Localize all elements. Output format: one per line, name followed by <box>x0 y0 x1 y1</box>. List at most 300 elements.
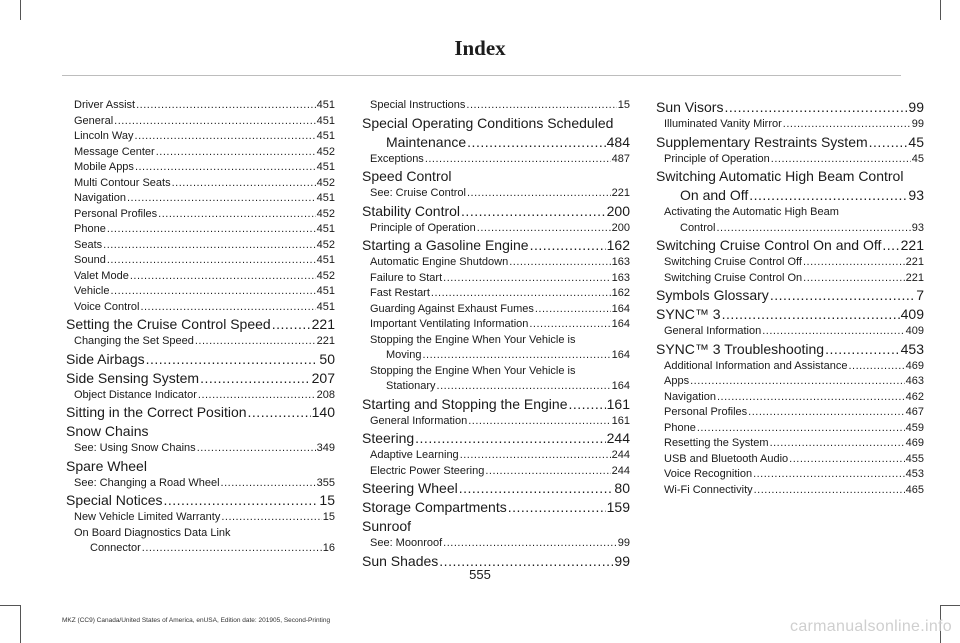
index-subentry <box>66 284 335 300</box>
entry-text: Automatic Engine Shutdown <box>370 256 509 268</box>
index-entry <box>362 479 630 498</box>
dot-leader <box>467 133 605 152</box>
dot-leader <box>869 133 908 152</box>
index-subentry <box>362 221 630 237</box>
entry-text: Symbols Glossary <box>656 287 769 303</box>
entry-text: See: Cruise Control <box>370 187 466 199</box>
entry-text: Sitting in the Correct Position <box>66 404 247 420</box>
dot-leader <box>443 536 617 552</box>
index-heading: Switching Automatic High Beam Control <box>656 168 904 184</box>
entry-text: Additional Information and Assistance <box>664 359 848 372</box>
entry-text: SYNC™ 3 Troubleshooting <box>656 340 825 357</box>
dot-leader <box>535 302 611 318</box>
dot-leader <box>172 176 316 192</box>
dot-leader <box>146 350 319 369</box>
entry-text: Exceptions <box>370 152 424 165</box>
dot-leader <box>107 222 316 238</box>
index-subentry <box>362 302 630 318</box>
index-subentry <box>362 464 630 480</box>
index-subentry <box>66 145 335 161</box>
entry-text: Wi-Fi Connectivity <box>664 483 753 496</box>
entry-page: 455 <box>905 452 924 465</box>
entry-text: Side Airbags <box>66 350 145 367</box>
index-entry <box>362 429 630 448</box>
crop-mark-bottom-left-v <box>20 605 21 643</box>
entry-text: USB and Bluetooth Audio <box>664 452 789 465</box>
entry-text: Connector <box>90 542 141 554</box>
page-title: Index <box>454 36 506 60</box>
dot-leader <box>717 390 905 406</box>
index-entry <box>656 98 924 117</box>
entry-page: 451 <box>316 130 335 142</box>
entry-text: Lincoln Way <box>74 130 134 142</box>
dot-leader <box>164 491 319 510</box>
entry-page: 452 <box>316 238 335 251</box>
entry-page: 463 <box>905 375 924 387</box>
entry-page: 469 <box>905 359 924 372</box>
dot-leader <box>697 421 905 437</box>
dot-leader <box>754 483 905 499</box>
index-entry <box>656 305 924 324</box>
entry-text: Multi Contour Seats <box>74 176 171 189</box>
dot-leader <box>530 236 606 255</box>
index-column-1 <box>66 98 335 557</box>
dot-leader <box>200 369 311 388</box>
entry-page: 15 <box>322 511 335 523</box>
entry-text: Starting a Gasoline Engine <box>362 237 529 253</box>
index-subentry <box>66 98 335 114</box>
index-subentry <box>656 152 924 168</box>
index-subentry <box>362 286 630 302</box>
crop-mark-top-left <box>20 0 21 20</box>
entry-text: Control <box>680 221 716 234</box>
entry-page: 221 <box>900 237 924 253</box>
entry-page: 162 <box>611 287 630 299</box>
dot-leader <box>130 269 316 285</box>
dot-leader <box>158 207 315 223</box>
entry-text: Personal Profiles <box>664 406 748 418</box>
entry-page: 164 <box>611 318 630 330</box>
index-entry <box>66 369 335 388</box>
index-subentry <box>66 253 335 269</box>
index-entry <box>656 133 924 152</box>
dot-leader <box>459 479 614 498</box>
index-entry <box>362 236 630 255</box>
index-entry <box>66 315 335 334</box>
entry-page: 164 <box>611 380 630 392</box>
entry-text: Fast Restart <box>370 287 430 299</box>
dot-leader <box>198 388 316 404</box>
dot-leader <box>770 286 915 305</box>
entry-text: Driver Assist <box>74 99 136 111</box>
entry-page: 15 <box>319 492 335 508</box>
dot-leader <box>272 315 311 334</box>
index-subentry <box>656 221 924 237</box>
index-subentry <box>362 536 630 552</box>
index-entry <box>362 498 630 517</box>
entry-page: 45 <box>908 133 924 150</box>
entry-page: 50 <box>319 350 335 367</box>
entry-text: Adaptive Learning <box>370 449 459 461</box>
index-entry <box>656 236 924 255</box>
entry-text: Illuminated Vanity Mirror <box>664 118 782 130</box>
entry-page: 221 <box>905 271 924 284</box>
index-entry <box>66 491 335 510</box>
dot-leader <box>468 414 610 430</box>
dot-leader <box>140 300 315 316</box>
entry-page: 459 <box>905 421 924 434</box>
dot-leader <box>135 160 316 176</box>
dot-leader <box>569 395 606 414</box>
entry-text: Seats <box>74 238 103 251</box>
entry-text: Sun Visors <box>656 99 724 115</box>
entry-page: 409 <box>905 325 924 337</box>
index-subentry <box>66 114 335 130</box>
entry-text: Side Sensing System <box>66 369 200 386</box>
entry-page: 467 <box>905 406 924 418</box>
dot-leader <box>197 441 316 457</box>
dot-leader <box>825 340 900 359</box>
entry-page: 355 <box>316 476 335 489</box>
entry-page: 208 <box>316 388 335 401</box>
dot-leader <box>770 436 905 452</box>
dot-leader <box>771 152 911 168</box>
index-subentry <box>362 98 630 114</box>
entry-page: 15 <box>617 99 630 111</box>
dot-leader <box>107 253 316 269</box>
dot-leader <box>509 255 610 271</box>
entry-page: 452 <box>316 269 335 282</box>
entry-page: 349 <box>316 442 335 454</box>
entry-text: See: Using Snow Chains <box>74 442 196 454</box>
index-subentry <box>66 541 335 557</box>
dot-leader <box>142 541 322 557</box>
entry-page: 99 <box>614 552 630 569</box>
entry-text: Starting and Stopping the Engine <box>362 395 568 412</box>
entry-page: 45 <box>911 152 924 165</box>
entry-text: SYNC™ 3 <box>656 306 721 322</box>
entry-page: 451 <box>316 99 335 111</box>
index-entry <box>656 340 924 359</box>
index-entry <box>362 202 630 221</box>
entry-page: 453 <box>905 468 924 480</box>
entry-text: Phone <box>664 421 696 434</box>
entry-page: 451 <box>316 192 335 204</box>
index-subentry <box>362 348 630 364</box>
entry-text: Navigation <box>74 192 126 204</box>
entry-text: Switching Cruise Control Off <box>664 256 802 268</box>
index-subentry <box>656 255 924 271</box>
entry-page: 487 <box>611 152 630 165</box>
entry-page: 164 <box>611 302 630 315</box>
entry-text: Apps <box>664 375 690 387</box>
entry-text: Setting the Cruise Control Speed <box>66 316 271 332</box>
entry-text: Steering Wheel <box>362 480 458 496</box>
crop-mark-top-right <box>940 0 941 20</box>
entry-page: 99 <box>617 537 630 549</box>
dot-leader <box>425 152 611 168</box>
dot-leader <box>415 429 605 448</box>
dot-leader <box>135 129 316 145</box>
edition-footer: MKZ (CC9) Canada/United States of America, enUSA, Edition date: 201905, Second-Printing <box>62 617 331 624</box>
dot-leader <box>803 271 904 287</box>
entry-text: Switching Cruise Control On and Off <box>656 237 882 253</box>
entry-page: 409 <box>900 306 924 322</box>
index-heading: Special Operating Conditions Scheduled <box>362 114 614 131</box>
entry-text: Failure to Start <box>370 271 443 284</box>
entry-text: Changing the Set Speed <box>74 335 194 347</box>
index-column-3 <box>656 98 924 498</box>
entry-page: 451 <box>316 254 335 266</box>
entry-page: 7 <box>916 287 924 303</box>
dot-leader <box>114 114 316 130</box>
entry-page: 462 <box>905 390 924 403</box>
dot-leader <box>127 191 316 207</box>
crop-mark-bottom-left <box>0 605 20 606</box>
dot-leader <box>221 510 321 526</box>
entry-page: 159 <box>606 499 630 515</box>
index-subentry <box>656 421 924 437</box>
entry-text: Phone <box>74 223 106 235</box>
dot-leader <box>762 324 904 340</box>
entry-page: 469 <box>905 437 924 449</box>
entry-text: Important Ventilating Information <box>370 318 529 330</box>
entry-page: 465 <box>905 483 924 496</box>
entry-text: Steering <box>362 430 415 446</box>
dot-leader <box>722 305 900 324</box>
dot-leader <box>882 236 899 255</box>
entry-text: Maintenance <box>386 133 467 150</box>
entry-page: 163 <box>611 256 630 268</box>
entry-page: 221 <box>905 256 924 268</box>
dot-leader <box>753 467 905 483</box>
index-heading: Speed Control <box>362 168 452 184</box>
index-subentry <box>66 269 335 285</box>
index-subentry <box>362 186 630 202</box>
entry-page: 451 <box>316 114 335 127</box>
dot-leader <box>803 255 905 271</box>
crop-mark-bottom-right <box>940 605 960 606</box>
entry-page: 221 <box>611 187 630 199</box>
entry-page: 161 <box>606 395 630 412</box>
index-entry <box>656 286 924 305</box>
index-subentry-wrapped: Activating the Automatic High Beam <box>664 206 839 218</box>
entry-page: 200 <box>611 221 630 234</box>
entry-text: Storage Compartments <box>362 499 507 515</box>
entry-page: 484 <box>606 133 630 150</box>
index-subentry <box>656 374 924 390</box>
index-heading: Sunroof <box>362 518 412 534</box>
entry-text: Principle of Operation <box>664 152 770 165</box>
entry-page: 80 <box>614 480 630 496</box>
index-entry <box>362 133 630 152</box>
index-entry <box>656 186 924 205</box>
index-subentry <box>66 191 335 207</box>
entry-text: Special Notices <box>66 492 163 508</box>
entry-text: Resetting the System <box>664 437 769 449</box>
entry-page: 244 <box>611 449 630 461</box>
dot-leader <box>477 221 611 237</box>
entry-text: Personal Profiles <box>74 207 158 220</box>
dot-leader <box>110 284 315 300</box>
dot-leader <box>690 374 905 390</box>
index-subentry <box>656 359 924 375</box>
dot-leader <box>485 464 610 480</box>
index-subentry <box>66 129 335 145</box>
dot-leader <box>848 359 904 375</box>
index-subentry <box>656 436 924 452</box>
index-subentry <box>656 324 924 340</box>
entry-page: 452 <box>316 145 335 158</box>
index-subentry <box>66 176 335 192</box>
entry-page: 163 <box>611 271 630 284</box>
entry-page: 93 <box>911 221 924 234</box>
entry-text: Object Distance Indicator <box>74 388 197 401</box>
dot-leader <box>749 186 907 205</box>
index-subentry <box>362 255 630 271</box>
index-subentry <box>66 334 335 350</box>
index-subentry <box>656 405 924 421</box>
entry-text: Electric Power Steering <box>370 464 485 477</box>
dot-leader <box>103 238 316 254</box>
index-subentry <box>362 414 630 430</box>
dot-leader <box>724 98 907 117</box>
entry-text: Valet Mode <box>74 269 129 282</box>
entry-page: 452 <box>316 207 335 220</box>
entry-page: 244 <box>611 464 630 477</box>
entry-page: 161 <box>611 414 630 427</box>
index-subentry-wrapped: Stopping the Engine When Your Vehicle is <box>370 333 576 346</box>
entry-text: New Vehicle Limited Warranty <box>74 511 221 523</box>
entry-page: 221 <box>311 316 335 332</box>
entry-page: 93 <box>908 187 924 203</box>
watermark: carmanualsonline.info <box>790 618 952 635</box>
index-subentry <box>66 238 335 254</box>
index-subentry <box>656 117 924 133</box>
entry-page: 221 <box>316 335 335 347</box>
index-subentry <box>656 452 924 468</box>
dot-leader <box>529 317 610 333</box>
entry-page: 99 <box>908 99 924 115</box>
index-subentry <box>362 152 630 168</box>
index-subentry <box>66 510 335 526</box>
entry-text: General Information <box>664 325 762 337</box>
index-entry <box>66 403 335 422</box>
dot-leader <box>789 452 904 468</box>
index-subentry <box>362 379 630 395</box>
entry-page: 451 <box>316 223 335 235</box>
entry-text: Guarding Against Exhaust Fumes <box>370 302 534 315</box>
entry-page: 207 <box>311 369 335 386</box>
dot-leader <box>221 476 316 492</box>
dot-leader <box>422 348 610 364</box>
entry-page: 451 <box>316 161 335 173</box>
title-rule <box>62 75 901 76</box>
index-subentry <box>66 388 335 404</box>
entry-text: Stability Control <box>362 202 461 219</box>
entry-text: Stationary <box>386 380 436 392</box>
entry-page: 162 <box>606 237 630 253</box>
dot-leader <box>461 202 606 221</box>
dot-leader <box>431 286 611 302</box>
index-subentry <box>362 448 630 464</box>
entry-page: 452 <box>316 176 335 189</box>
entry-page: 164 <box>611 349 630 361</box>
index-subentry-wrapped: On Board Diagnostics Data Link <box>74 526 231 539</box>
entry-page: 244 <box>606 430 630 446</box>
entry-text: Vehicle <box>74 285 110 297</box>
entry-text: Special Instructions <box>370 99 466 111</box>
entry-text: Supplementary Restraints System <box>656 133 868 150</box>
dot-leader <box>783 117 911 133</box>
entry-page: 99 <box>911 118 924 130</box>
index-subentry <box>656 467 924 483</box>
entry-text: Voice Recognition <box>664 468 753 480</box>
index-heading: Snow Chains <box>66 423 149 439</box>
dot-leader <box>508 498 606 517</box>
dot-leader <box>195 334 316 350</box>
entry-page: 140 <box>311 404 335 420</box>
entry-text: See: Moonroof <box>370 537 443 549</box>
entry-text: Sound <box>74 254 106 266</box>
index-subentry <box>362 271 630 287</box>
dot-leader <box>748 405 904 421</box>
index-subentry <box>66 476 335 492</box>
index-column-2 <box>362 98 630 571</box>
index-subentry <box>66 222 335 238</box>
index-subentry <box>66 441 335 457</box>
entry-text: Principle of Operation <box>370 221 476 234</box>
index-subentry <box>66 300 335 316</box>
entry-page: 200 <box>606 202 630 219</box>
index-subentry <box>66 207 335 223</box>
dot-leader <box>136 98 316 114</box>
index-heading: Spare Wheel <box>66 457 147 474</box>
index-subentry <box>656 483 924 499</box>
dot-leader <box>467 186 611 202</box>
entry-text: Moving <box>386 349 422 361</box>
entry-text: See: Changing a Road Wheel <box>74 476 220 489</box>
entry-page: 16 <box>322 542 335 554</box>
entry-text: Switching Cruise Control On <box>664 271 803 284</box>
dot-leader <box>460 448 611 464</box>
entry-text: Navigation <box>664 390 716 403</box>
entry-text: Voice Control <box>74 300 140 313</box>
entry-text: Message Center <box>74 145 155 158</box>
entry-page: 453 <box>900 340 924 357</box>
index-entry <box>362 395 630 414</box>
entry-text: Mobile Apps <box>74 161 134 173</box>
index-subentry <box>362 317 630 333</box>
entry-text: General Information <box>370 414 468 427</box>
index-subentry <box>66 160 335 176</box>
page-number: 555 <box>469 567 491 582</box>
dot-leader <box>716 221 910 237</box>
index-subentry-wrapped: Stopping the Engine When Your Vehicle is <box>370 364 576 377</box>
index-subentry <box>656 390 924 406</box>
dot-leader <box>437 379 611 395</box>
dot-leader <box>156 145 316 161</box>
index-entry <box>66 350 335 369</box>
dot-leader <box>248 403 311 422</box>
dot-leader <box>443 271 611 287</box>
entry-text: On and Off <box>680 187 749 203</box>
index-subentry <box>656 271 924 287</box>
entry-text: General <box>74 114 114 127</box>
entry-page: 451 <box>316 300 335 313</box>
entry-page: 451 <box>316 285 335 297</box>
dot-leader <box>466 98 616 114</box>
